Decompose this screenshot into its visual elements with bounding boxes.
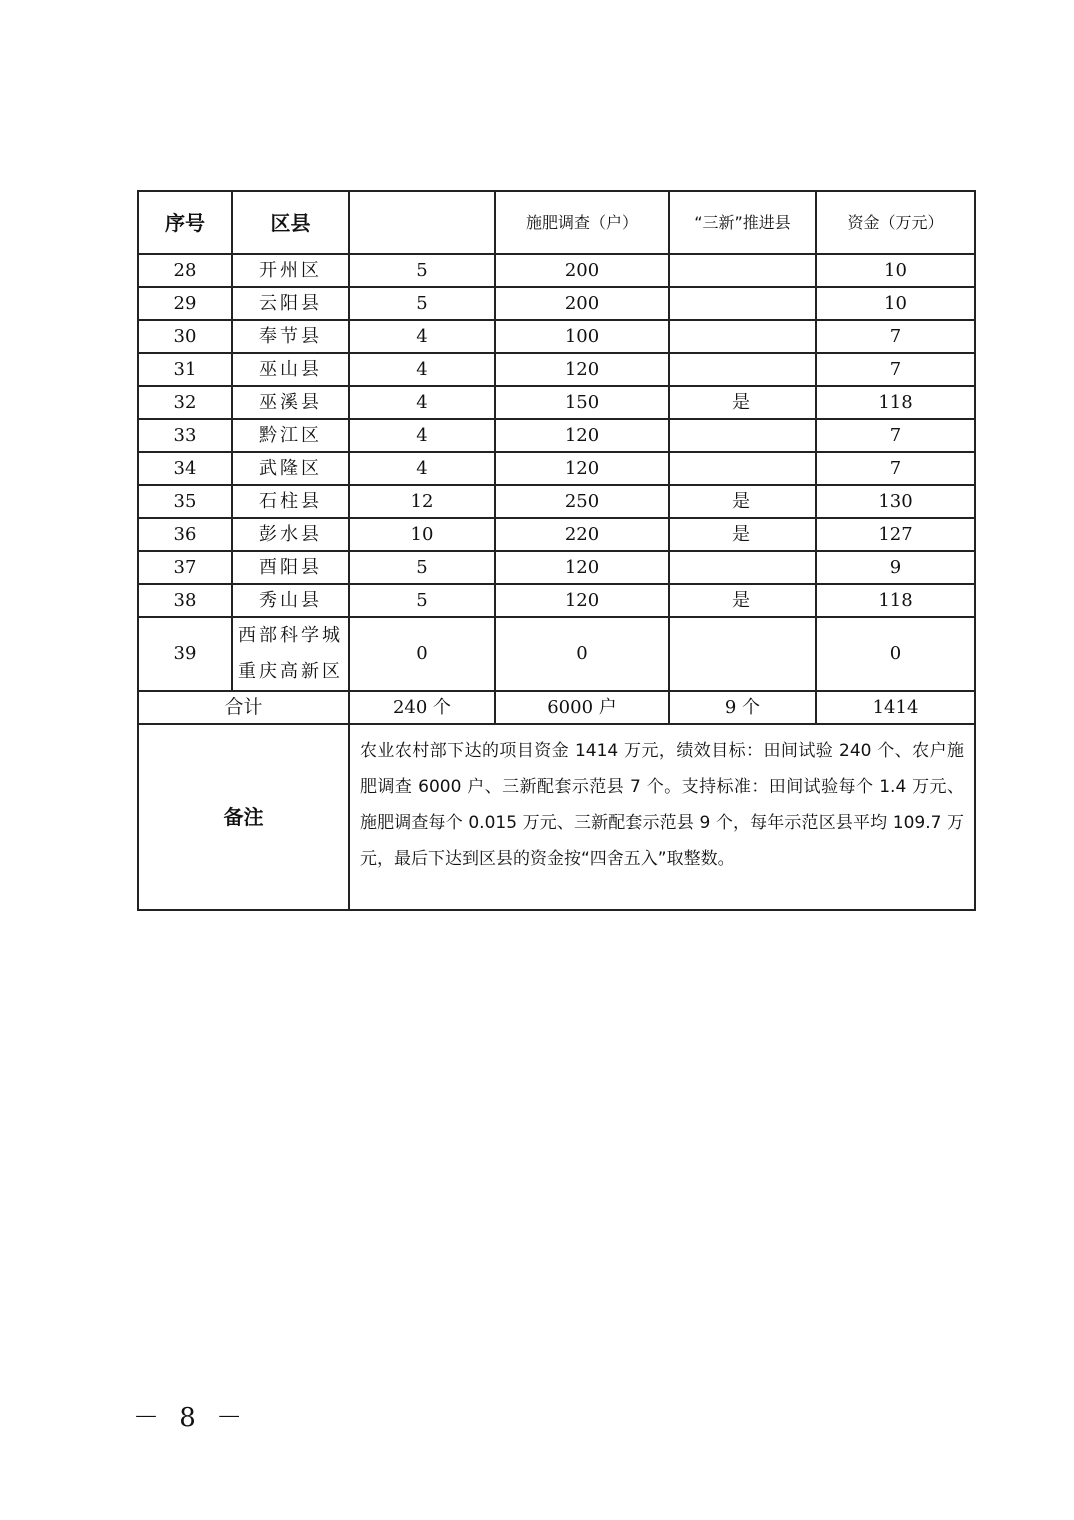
row-seq: 39: [138, 617, 232, 691]
row-field-trials: 4: [349, 353, 495, 386]
row-seq: 33: [138, 419, 232, 452]
row-seq: 29: [138, 287, 232, 320]
row-sanxin: [669, 320, 816, 353]
row-district: 奉节县: [232, 320, 349, 353]
row-seq: 36: [138, 518, 232, 551]
row-funds: 7: [816, 452, 975, 485]
row-district: 石柱县: [232, 485, 349, 518]
row-district: 秀山县: [232, 584, 349, 617]
page-number: － 8 －: [133, 1403, 249, 1433]
row-fertilizer-survey: 200: [495, 287, 669, 320]
row-field-trials: 12: [349, 485, 495, 518]
row-funds: 118: [816, 386, 975, 419]
row-sanxin: [669, 254, 816, 287]
row-sanxin: 是: [669, 584, 816, 617]
row-funds: 7: [816, 320, 975, 353]
total-sanxin: 9 个: [669, 691, 816, 724]
table-row: [138, 419, 975, 452]
header-funds: 资金（万元）: [816, 191, 975, 254]
row-fertilizer-survey: 150: [495, 386, 669, 419]
table-row: [138, 584, 975, 617]
district-line-1: 西部科学城: [238, 625, 343, 646]
row-fertilizer-survey: 250: [495, 485, 669, 518]
total-field-trials: 240 个: [349, 691, 495, 724]
row-district: 巫山县: [232, 353, 349, 386]
row-seq: 28: [138, 254, 232, 287]
table-row: [138, 320, 975, 353]
row-fertilizer-survey: 0: [495, 617, 669, 691]
funding-table: [137, 190, 976, 911]
table-row: [138, 452, 975, 485]
row-sanxin: [669, 419, 816, 452]
row-funds: 130: [816, 485, 975, 518]
table-row: [138, 518, 975, 551]
table-row: [138, 386, 975, 419]
row-field-trials: 0: [349, 617, 495, 691]
header-field-trials: [349, 191, 495, 254]
header-fertilizer-survey: 施肥调查（户）: [495, 191, 669, 254]
header-district: 区县: [232, 191, 349, 254]
row-field-trials: 10: [349, 518, 495, 551]
header-seq: 序号: [138, 191, 232, 254]
row-funds: 10: [816, 254, 975, 287]
header-row: [138, 191, 975, 254]
row-sanxin: [669, 353, 816, 386]
remark-label: 备注: [138, 724, 349, 910]
total-label: 合计: [138, 691, 349, 724]
row-funds: 118: [816, 584, 975, 617]
district-line-2: 重庆高新区: [238, 661, 343, 682]
row-sanxin: 是: [669, 386, 816, 419]
row-funds: 7: [816, 353, 975, 386]
row-fertilizer-survey: 120: [495, 584, 669, 617]
row-fertilizer-survey: 120: [495, 551, 669, 584]
table-row: [138, 254, 975, 287]
row-fertilizer-survey: 100: [495, 320, 669, 353]
row-fertilizer-survey: 120: [495, 452, 669, 485]
row-funds: 0: [816, 617, 975, 691]
row-district: 彭水县: [232, 518, 349, 551]
row-sanxin: [669, 452, 816, 485]
row-seq: 31: [138, 353, 232, 386]
table-row: [138, 287, 975, 320]
row-field-trials: 4: [349, 386, 495, 419]
table-row: [138, 353, 975, 386]
row-district: [232, 617, 349, 691]
remark-row: [138, 724, 975, 910]
row-field-trials: 4: [349, 320, 495, 353]
row-sanxin: [669, 617, 816, 691]
row-sanxin: [669, 287, 816, 320]
row-seq: 30: [138, 320, 232, 353]
row-field-trials: 4: [349, 452, 495, 485]
row-district: 武隆区: [232, 452, 349, 485]
row-field-trials: 5: [349, 551, 495, 584]
row-district: 巫溪县: [232, 386, 349, 419]
table-row: [138, 617, 975, 691]
row-sanxin: [669, 551, 816, 584]
row-field-trials: 5: [349, 287, 495, 320]
row-district: 黔江区: [232, 419, 349, 452]
total-row: [138, 691, 975, 724]
row-sanxin: 是: [669, 518, 816, 551]
row-funds: 9: [816, 551, 975, 584]
row-district: 开州区: [232, 254, 349, 287]
row-seq: 38: [138, 584, 232, 617]
row-sanxin: 是: [669, 485, 816, 518]
row-fertilizer-survey: 120: [495, 419, 669, 452]
row-district: 云阳县: [232, 287, 349, 320]
row-funds: 127: [816, 518, 975, 551]
row-funds: 7: [816, 419, 975, 452]
remark-text: 农业农村部下达的项目资金 1414 万元，绩效目标：田间试验 240 个、农户施肥调查 6000 户、三新配套示范县 7 个。支持标准：田间试验每个 1.4 万元、施肥调查每个 0.015 万元、三新配套示范县 9 个，每年示范区县平均 109.7 万元，最后下达到区县的资金按“四舍五入”取整数。: [349, 724, 975, 910]
row-fertilizer-survey: 120: [495, 353, 669, 386]
header-sanxin-county: “三新”推进县: [669, 191, 816, 254]
total-funds: 1414: [816, 691, 975, 724]
row-seq: 35: [138, 485, 232, 518]
row-seq: 34: [138, 452, 232, 485]
row-fertilizer-survey: 220: [495, 518, 669, 551]
row-fertilizer-survey: 200: [495, 254, 669, 287]
row-field-trials: 4: [349, 419, 495, 452]
table-row: [138, 551, 975, 584]
row-seq: 32: [138, 386, 232, 419]
table-row: [138, 485, 975, 518]
row-funds: 10: [816, 287, 975, 320]
row-district: 酉阳县: [232, 551, 349, 584]
row-seq: 37: [138, 551, 232, 584]
row-field-trials: 5: [349, 584, 495, 617]
total-fertilizer-survey: 6000 户: [495, 691, 669, 724]
row-field-trials: 5: [349, 254, 495, 287]
